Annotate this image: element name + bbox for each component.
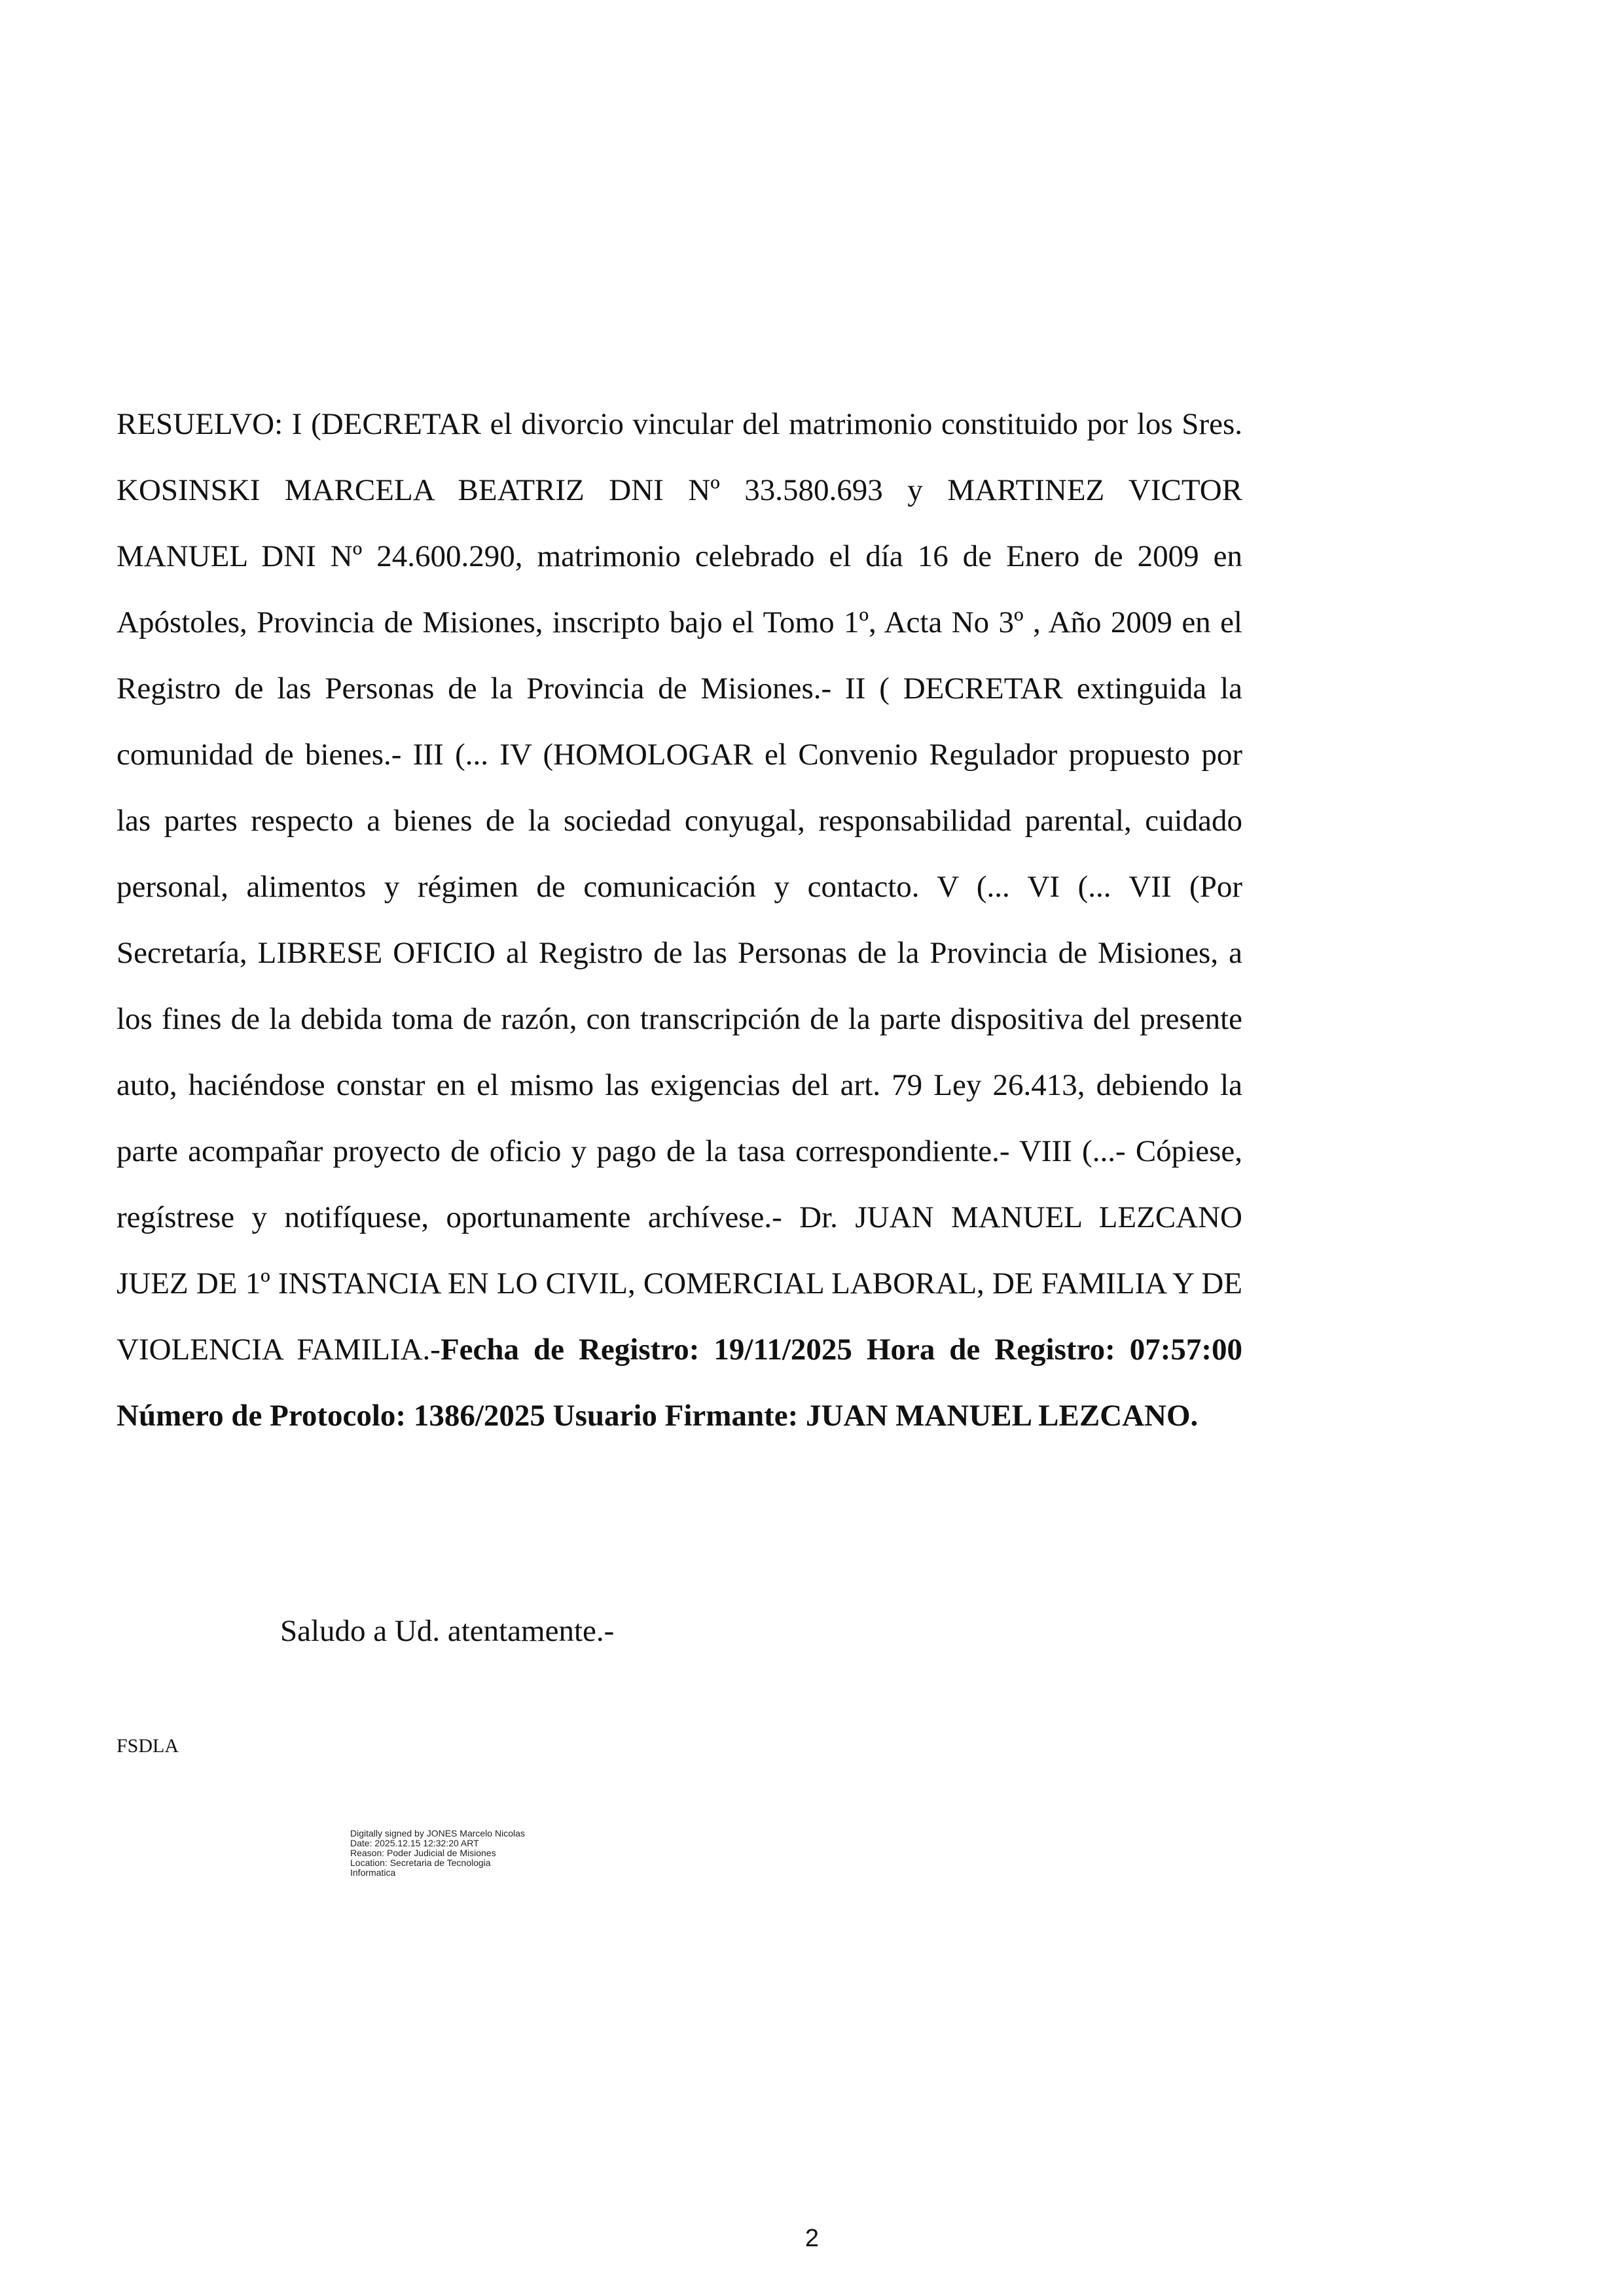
signature-date: Date: 2025.12.15 12:32:20 ART bbox=[350, 1838, 479, 1848]
signature-location: Location: Secretaria de Tecnologia bbox=[350, 1857, 491, 1868]
signer-name: JUAN MANUEL LEZCANO. bbox=[806, 1399, 1199, 1433]
author-initials: FSDLA bbox=[117, 1735, 179, 1757]
signature-reason: Reason: Poder Judicial de Misiones bbox=[350, 1848, 496, 1858]
signer-label: Usuario Firmante: bbox=[552, 1399, 799, 1433]
page-number: 2 bbox=[804, 2225, 820, 2252]
protocol-label: Número de Protocolo: bbox=[117, 1399, 406, 1433]
resolution-text: RESUELVO: I (DECRETAR el divorcio vincular del matrimonio constituido por los Sres. KOSINSKI MARCELA BEATRIZ DNI Nº 33.580.693 y MARTINEZ VICTOR MANUEL DNI Nº 24.600.290, matrimonio celebrado el día 16 de Enero de 2009 en Apóstoles, Provincia de Misiones, inscripto bajo el Tomo 1º, Acta No 3º , Año 2009 en el Registro de las Personas de la Provincia de Misiones.- II ( DECRETAR extinguida la comunidad de bienes.- III (... IV (HOMOLOGAR el Convenio Regulador propuesto por las partes respecto a bienes de la sociedad conyugal, responsabilidad parental, cuidado personal, alimentos y régimen de comunicación y contacto. V (... VI (... VII (Por Secretaría, LIBRESE OFICIO al Registro de las Personas de la Provincia de Misiones, a los fines de la debida toma de razón, con transcripción de la parte dispositiva del presente auto, haciéndose constar en el mismo las exigencias del art. 79 Ley 26.413, debiendo la parte acompañar proyecto de oficio y pago de la tasa correspondiente.- VIII (...- Cópiese, regístrese y notifíquese, oportunamente archívese.- Dr. JUAN MANUEL LEZCANO JUEZ DE 1º INSTANCIA EN LO CIVIL, COMERCIAL LABORAL, DE FAMILIA Y DE VIOLENCIA FAMILIA.- bbox=[117, 407, 1242, 1367]
signature-location-cont: Informatica bbox=[350, 1867, 396, 1878]
resolution-paragraph bbox=[117, 391, 1242, 1449]
registry-date: 19/11/2025 bbox=[713, 1333, 852, 1367]
signature-signed-by: Digitally signed by JONES Marcelo Nicolas bbox=[350, 1828, 525, 1839]
registry-date-label: Fecha de Registro: bbox=[440, 1333, 700, 1367]
closing-salutation: Saludo a Ud. atentamente.- bbox=[280, 1614, 615, 1648]
registry-time-label: Hora de Registro: bbox=[866, 1333, 1115, 1367]
registry-time: 07:57:00 bbox=[1129, 1333, 1243, 1367]
protocol-number: 1386/2025 bbox=[413, 1399, 545, 1433]
digital-signature-block bbox=[350, 1829, 625, 1878]
